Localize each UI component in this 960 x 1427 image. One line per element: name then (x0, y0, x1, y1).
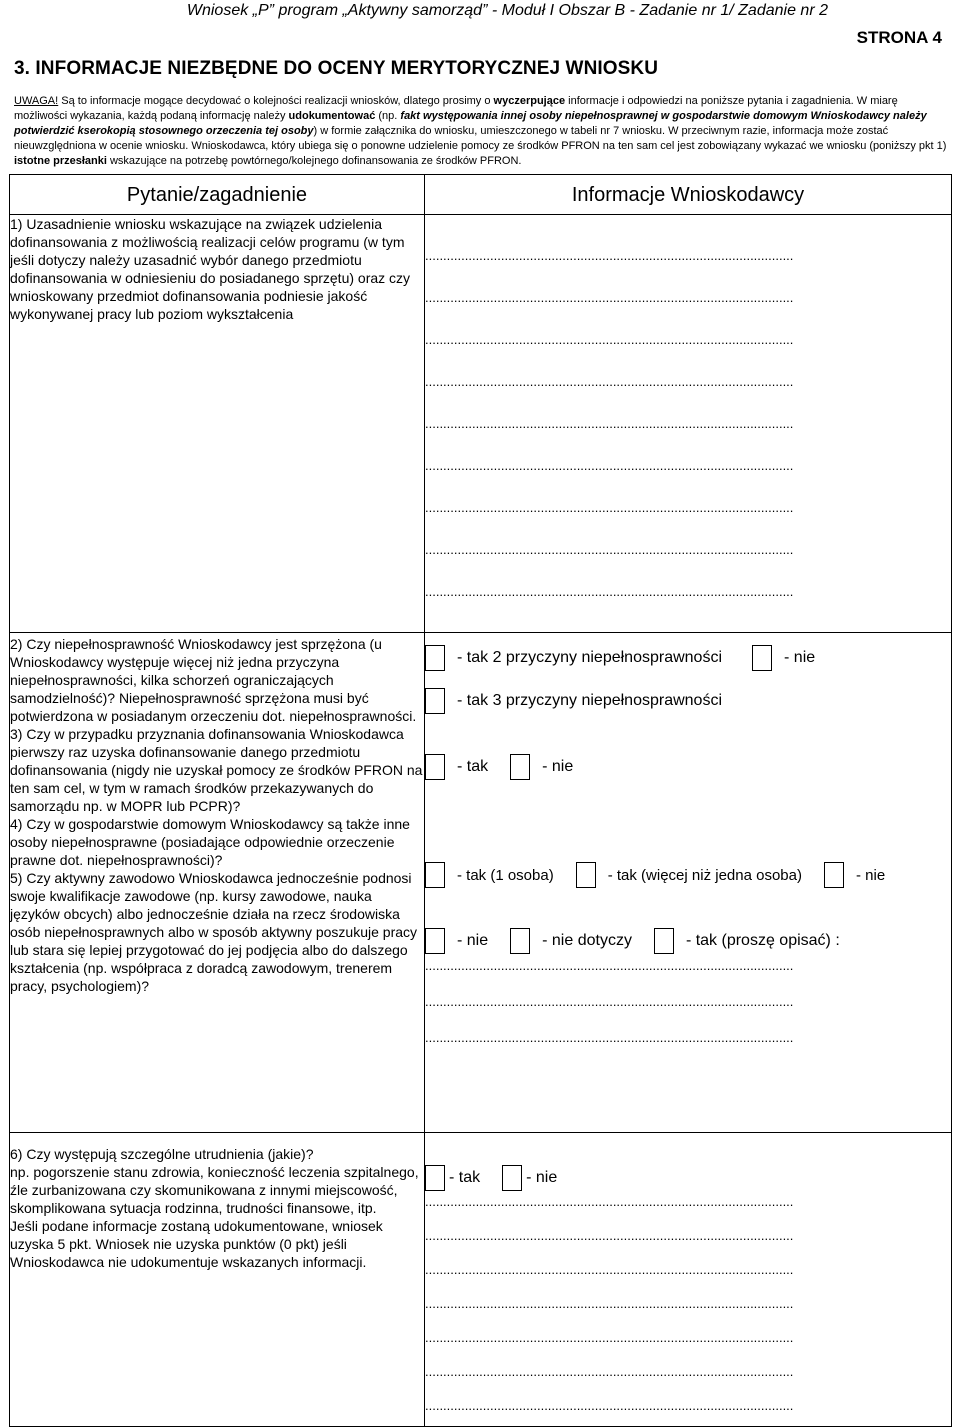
notice-part: Są to informacje mogące decydować o kolejności realizacji wniosków, dlatego prosimy o (58, 95, 494, 107)
checkbox[interactable] (824, 862, 844, 888)
q3-option-no[interactable] (510, 754, 573, 780)
answer-line[interactable]: ...................................................................................................... (425, 416, 794, 431)
checkbox[interactable] (425, 862, 445, 888)
notice-part: informacje i odpowiedzi na poniższe pytania i zagadnienia. W miarę możliwości wykazania, każdą podaną informację należy (14, 95, 898, 122)
answer-line[interactable]: ...................................................................................................... (425, 1194, 794, 1209)
answer-line[interactable]: ...................................................................................................... (425, 290, 794, 305)
question-2-text: 2) Czy niepełnosprawność Wnioskodawcy jest sprzężona (u Wnioskodawcy występuje więcej niż jedna przyczyna niepełnosprawności, kilka schorzeń ograniczających samodzielność)? Niepełnosprawność sprzężona musi być potwierdzona w posiadanym orzeczeniu dot. niepełnosprawności. (10, 636, 417, 724)
answer-line[interactable]: ...................................................................................................... (425, 1262, 794, 1277)
q2-options-row-1 (425, 645, 951, 671)
option-label: - nie (542, 758, 574, 775)
q4-option-more-persons[interactable] (576, 862, 802, 888)
option-label: - tak (proszę opisać) : (685, 932, 840, 949)
answer-line[interactable]: ...................................................................................................... (425, 458, 794, 473)
checkbox[interactable] (425, 645, 445, 671)
answer-line[interactable]: ...................................................................................................... (425, 1330, 794, 1345)
option-label: - nie (855, 866, 886, 884)
answer-line[interactable]: ...................................................................................................... (425, 1398, 794, 1413)
notice-part: wskazujące na potrzebę powtórnego/kolejnego dofinansowania ze środków PFRON. (106, 155, 522, 167)
q4-option-one-person[interactable] (425, 862, 554, 888)
option-label: - tak (457, 758, 489, 775)
question-6 (10, 1133, 425, 1427)
checkbox[interactable] (425, 688, 445, 714)
answer-line[interactable]: ...................................................................................................... (425, 374, 794, 389)
option-label: - tak 2 przyczyny niepełnosprawności (457, 649, 723, 666)
q3-option-yes[interactable] (425, 754, 488, 780)
answer-line[interactable]: ...................................................................................................... (425, 248, 794, 263)
answer-line[interactable]: ...................................................................................................... (425, 542, 794, 557)
notice-label: UWAGA! (14, 95, 59, 107)
notice-part: ) w formie załącznika do wniosku, umieszczonego w tabeli nr 7 wniosku. W przeciwnym razie, informacja może zostać nieuwzględniona w ocenie wniosku. Wnioskodawca, który ubiega się o ponowne udzielenie pomocy ze środków PFRON na ten sam cel jest zobowiązany wykazać we wniosku (poniższy pkt 1) (14, 125, 947, 152)
option-label: - tak (449, 1169, 481, 1186)
option-label: - tak 3 przyczyny niepełnosprawności (457, 692, 723, 709)
checkbox[interactable] (425, 754, 445, 780)
assessment-table (9, 174, 952, 1427)
page-number: STRONA 4 (856, 28, 942, 47)
option-label: - nie (457, 932, 489, 949)
column-header-answer: Informacje Wnioskodawcy (425, 175, 952, 215)
option-label: - nie dotyczy (542, 932, 632, 949)
answer-1[interactable] (425, 215, 952, 633)
q3-options (425, 754, 951, 780)
question-3-text: 3) Czy w przypadku przyznania dofinansowania Wnioskodawca pierwszy raz uzyska dofinansowanie danego przedmiotu dofinansowania (nigdy nie uzyskał pomocy ze środków PFRON na ten sam cel, w tym w ramach środków przekazywanych do samorządu np. w MOPR lub PCPR)? (10, 726, 423, 814)
answer-line[interactable]: ...................................................................................................... (425, 332, 794, 347)
answer-line[interactable]: ...................................................................................................... (425, 584, 794, 599)
q4-option-no[interactable] (824, 862, 885, 888)
q2-options-row-2 (425, 688, 951, 714)
checkbox[interactable] (752, 645, 772, 671)
answers-2-5 (425, 633, 952, 1133)
document-header-title: Wniosek „P” program „Aktywny samorząd” - Moduł I Obszar B - Zadanie nr 1/ Zadanie nr 2 (186, 2, 828, 19)
column-header-question: Pytanie/zagadnienie (10, 175, 425, 215)
answer-line[interactable]: ...................................................................................................... (425, 958, 794, 973)
questions-2-5 (10, 633, 425, 1133)
answer-line[interactable]: ...................................................................................................... (425, 1030, 794, 1045)
question-5-text: 5) Czy aktywny zawodowo Wnioskodawca jednocześnie podnosi swoje kwalifikacje zawodowe (np. kursy zawodowe, nauka języków obcych) albo jednocześnie działa na rzecz środowiska osób niepełnosprawnych albo w sposób aktywny poszukuje pracy lub stara się lepiej przygotować do jej podjęcia albo do dalszego kształcenia (np. współpraca z doradcą zawodowym, trenerem pracy, psychologiem)? (10, 870, 418, 994)
notice-example: fakt występowania innej osoby niepełnosprawnej w gospodarstwie domowym Wnioskodawcy należy potwierdzić kserokopią stosownego orzeczenia tej osoby (14, 110, 927, 137)
q4-options (425, 862, 951, 888)
option-label: - nie (784, 649, 816, 666)
question-1-text: 1) Uzasadnienie wniosku wskazujące na związek udzielenia dofinansowania z możliwością realizacji celów programu (w tym jeśli dotyczy należy uzasadnić wybór danego przedmiotu dofinansowania w odniesieniu do posiadanego sprzętu) oraz czy wnioskowany przedmiot dofinansowania podniesie jakość wykonywanej pracy lub poziom wykształcenia (10, 216, 411, 322)
q2-option-3-causes[interactable] (425, 688, 722, 714)
q2-option-no[interactable] (752, 645, 815, 671)
question-6-note: Jeśli podane informacje zostaną udokumentowane, wniosek uzyska 5 pkt. Wniosek nie uzyska punktów (0 pkt) jeśli Wnioskodawca nie udokumentuje wskazanych informacji. (10, 1218, 383, 1270)
option-label: - tak (więcej niż jedna osoba) (607, 866, 802, 884)
answer-line[interactable]: ...................................................................................................... (425, 1364, 794, 1379)
notice-part: (np. (375, 110, 401, 122)
answer-line[interactable]: ...................................................................................................... (425, 994, 794, 1009)
option-label: - tak (1 osoba) (457, 866, 554, 884)
checkbox[interactable] (576, 862, 596, 888)
section-title: 3. INFORMACJE NIEZBĘDNE DO OCENY MERYTORYCZNEJ WNIOSKU (14, 58, 659, 79)
notice-text (14, 94, 948, 169)
q2-option-2-causes[interactable] (425, 645, 722, 671)
answer-line[interactable]: ...................................................................................................... (425, 1296, 794, 1311)
checkbox[interactable] (510, 754, 530, 780)
answer-line[interactable]: ...................................................................................................... (425, 1228, 794, 1243)
answer-6 (425, 1133, 952, 1427)
notice-emphasis: wyczerpujące (493, 95, 566, 107)
question-6-examples: np. pogorszenie stanu zdrowia, konieczność leczenia szpitalnego, źle zurbanizowana czy skomunikowana z innymi miejscowość, skomplikowana sytuacja rodzinna, trudności finansowe, itp. (10, 1164, 419, 1216)
notice-emphasis: istotne przesłanki (14, 155, 107, 167)
question-1 (10, 215, 425, 633)
notice-emphasis: udokumentować (288, 110, 376, 122)
question-6-title: 6) Czy występują szczególne utrudnienia (jakie)? (10, 1146, 314, 1162)
question-4-text: 4) Czy w gospodarstwie domowym Wnioskodawcy są także inne osoby niepełnosprawne (posiadające odpowiednie orzeczenie prawne dot. niepełnosprawności)? (10, 816, 410, 868)
option-label: - nie (526, 1169, 558, 1186)
answer-line[interactable]: ...................................................................................................... (425, 500, 794, 515)
